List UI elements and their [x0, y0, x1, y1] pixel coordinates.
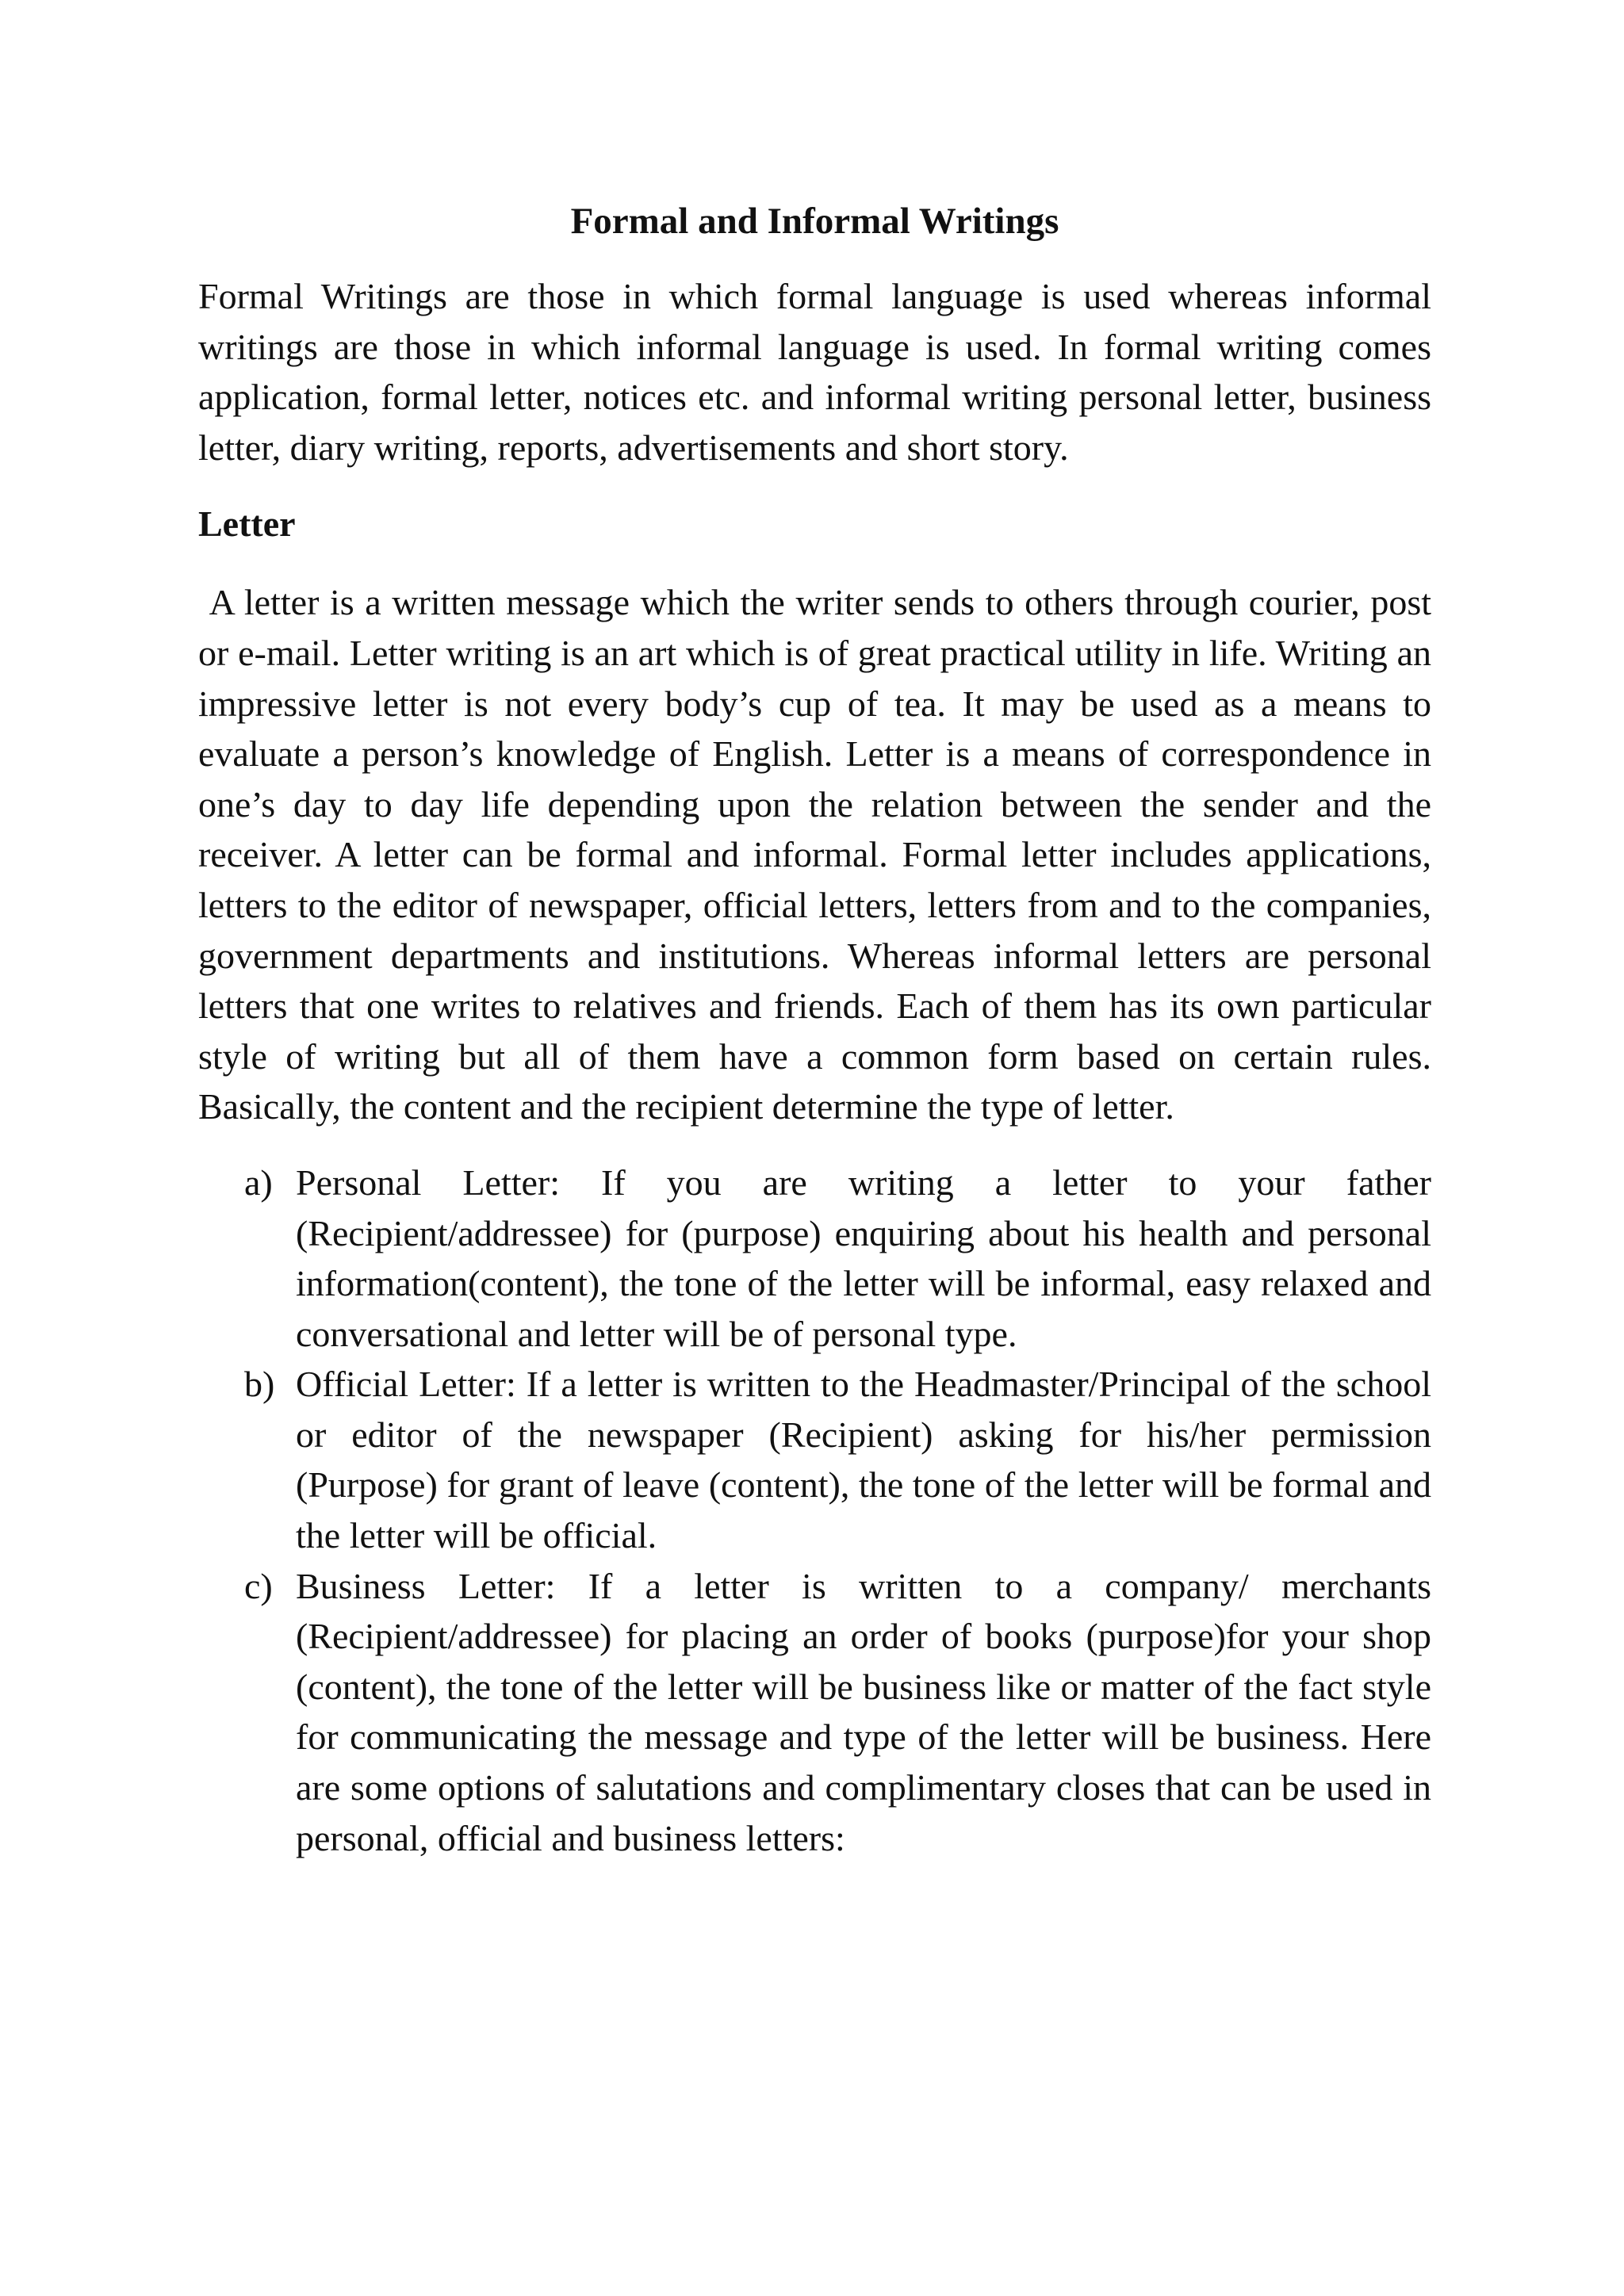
intro-paragraph: Formal Writings are those in which formal language is used whereas informal writings are those in which informal language is used. In formal writing comes application, formal letter, notices etc. and informal writing personal letter, business letter, diary writing, reports, advertisements and short story. [198, 276, 1431, 468]
list-item-text: Official Letter: If a letter is written to the Headmaster/Principal of the school or editor of the newspaper (Recipient) asking for his/her permission (Purpose) for grant of leave (content), the tone of the letter will be formal and the letter will be official. [296, 1364, 1431, 1556]
list-item [198, 1359, 1431, 1560]
page-title: Formal and Informal Writings [570, 201, 1059, 242]
document-page [198, 197, 1431, 1863]
section-paragraph [198, 577, 1431, 1132]
section-paragraph-text: A letter is a written message which the writer sends to others through courier, post or e-mail. Letter writing is an art which is of great practical utility in life. Writing an impressive letter is not every body’s cup of tea. It may be used as a means to evaluate a person’s knowledge of English. Letter is a means of correspondence in one’s day to day life depending upon the relation between the sender and the receiver. A letter can be formal and informal. Formal letter includes applications, letters to the editor of newspaper, official letters, letters from and to the companies, government departments and institutions. Whereas informal letters are personal letters that one writes to relatives and friends. Each of them has its own particular style of writing but all of them have a common form based on certain rules. Basically, the content and the recipient determine the type of letter. [198, 582, 1431, 1127]
section-heading: Letter [198, 503, 296, 545]
list-marker: a) [244, 1161, 273, 1203]
list-item-text: Business Letter: If a letter is written to a company/ merchants (Recipient/addressee) for placing an order of books (purpose)for your shop (content), the tone of the letter will be business like or matter of the fact style for communicating the message and type of the letter will be business. Here are some options of salutations and complimentary closes that can be used in personal, official and business letters: [296, 1565, 1431, 1858]
letter-types-list [198, 1158, 1431, 1863]
list-item [198, 1158, 1431, 1359]
list-marker: c) [244, 1565, 273, 1606]
list-item [198, 1561, 1431, 1864]
list-marker: b) [244, 1364, 275, 1405]
list-item-text: Personal Letter: If you are writing a letter to your father (Recipient/addressee) for (purpose) enquiring about his health and personal information(content), the tone of the letter will be informal, easy relaxed and conversational and letter will be of personal type. [296, 1161, 1431, 1354]
